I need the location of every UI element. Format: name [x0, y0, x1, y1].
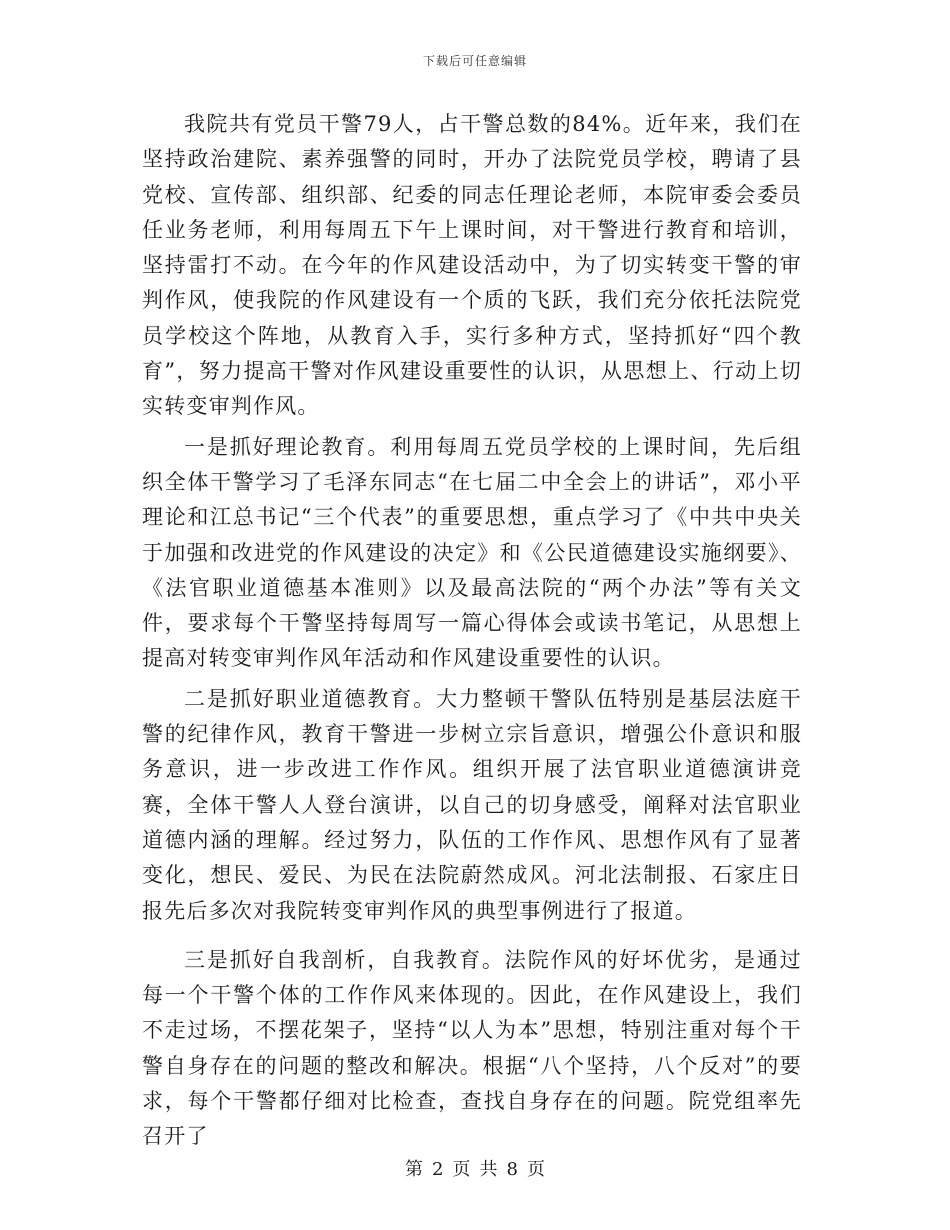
- footer-current-page: 2: [432, 1159, 444, 1180]
- paragraph-ethics-education: 二是抓好职业道德教育。大力整顿干警队伍特别是基层法庭干警的纪律作风，教育干警进一步树立宗旨意识，增强公仆意识和服务意识，进一步改进工作作风。组织开展了法官职业道德演讲竞赛，全体干警人人登台演讲，以自己的切身感受，阐释对法官职业道德内涵的理解。经过努力，队伍的工作作风、思想作风有了显著变化，想民、爱民、为民在法院蔚然成风。河北法制报、石家庄日报先后多次对我院转变审判作风的典型事例进行了报道。: [142, 686, 802, 923]
- paragraph-theory-education: 一是抓好理论教育。利用每周五党员学校的上课时间，先后组织全体干警学习了毛泽东同志“在七届二中全会上的讲话”，邓小平理论和江总书记“三个代表”的重要思想，重点学习了《中共中央关于加强和改进党的作风建设的决定》和《公民道德建设实施纲要》、《法官职业道德基本准则》以及最高法院的“两个办法”等有关文件，要求每个干警坚持每周写一篇心得体会或读书笔记，从思想上提高对转变审判作风年活动和作风建设重要性的认识。: [142, 434, 802, 671]
- footer-total-word: 页: [526, 1159, 545, 1180]
- paragraph-intro: 我院共有党员干警79人，占干警总数的84%。近年来，我们在坚持政治建院、素养强警的同时，开办了法院党员学校，聘请了县党校、宣传部、组织部、纪委的同志任理论老师，本院审委会委员任业务老师，利用每周五下午上课时间，对干警进行教育和培训，坚持雷打不动。在今年的作风建设活动中，为了切实转变干警的审判作风，使我院的作风建设有一个质的飞跃，我们充分依托法院党员学校这个阵地，从教育入手，实行多种方式，坚持抓好“四个教育”，努力提高干警对作风建设重要性的认识，从思想上、行动上切实转变审判作风。: [142, 112, 802, 419]
- footer-page-prefix: 第: [405, 1159, 424, 1180]
- paragraph-self-analysis: 三是抓好自我剖析，自我教育。法院作风的好坏优劣，是通过每一个干警个体的工作作风来体现的。因此，在作风建设上，我们不走过场，不摆花架子，坚持“以人为本”思想，特别注重对每个干警自身存在的问题的整改和解决。根据“八个坚持，八个反对”的要求，每个干警都仔细对比检查，查找自身存在的问题。院党组率先召开了: [142, 947, 802, 1149]
- document-body: [142, 107, 802, 1155]
- footer-total-prefix: 共: [479, 1159, 498, 1180]
- footer-total-pages: 8: [506, 1159, 518, 1180]
- page-footer: [0, 1155, 950, 1181]
- header-note: 下载后可任意编辑: [422, 54, 527, 68]
- footer-page-word: 页: [452, 1159, 471, 1180]
